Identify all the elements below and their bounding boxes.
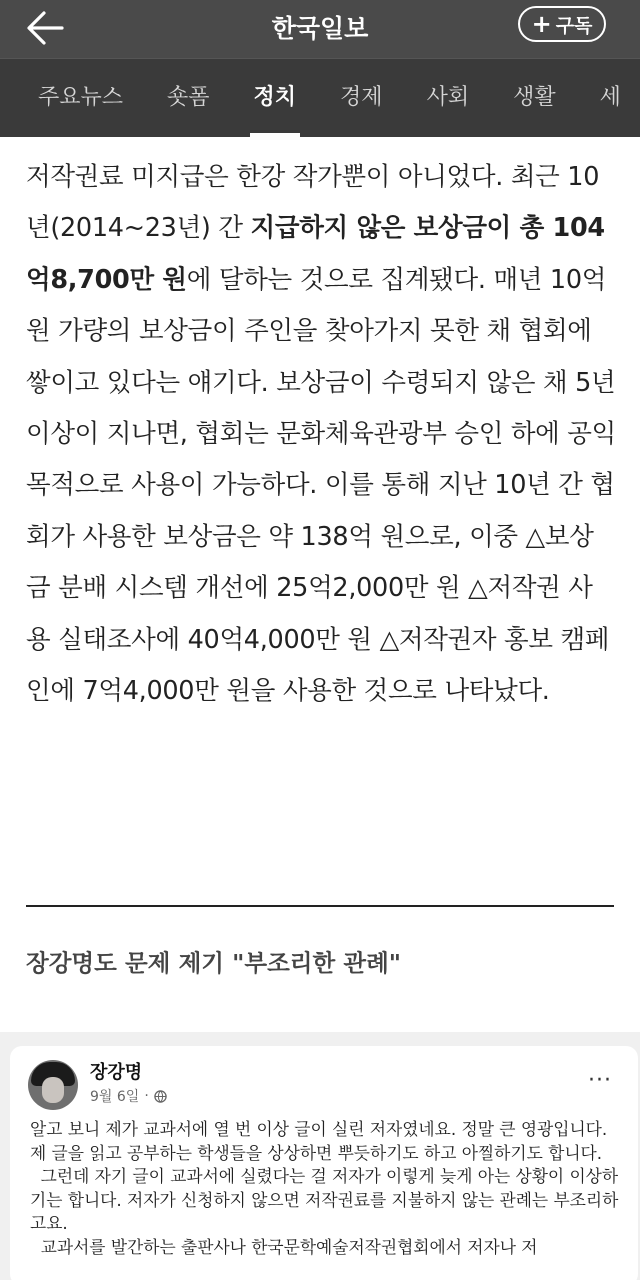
tab-society[interactable] [405, 59, 492, 137]
avatar[interactable] [28, 1060, 78, 1110]
arrow-left-icon [22, 6, 70, 50]
article-highlight: 지급하지 않은 보상금이 총 104억8,700만 원 [26, 213, 605, 295]
tab-label: 세 [599, 85, 621, 110]
tab-label: 주요뉴스 [38, 85, 124, 110]
tab-label: 정치 [253, 85, 297, 110]
section-heading: 장강명도 문제 제기 "부조리한 관례" [26, 949, 402, 977]
article-text: 에 달하는 것으로 집계됐다. 매년 10억 원 가량의 보상금이 주인을 찾아가지 못한 채 협회에 쌓이고 있다는 얘기다. 보상금이 수령되지 않은 채 5년 이상이 지나면, 협회는 문화체육관광부 승인 하에 공익 목적으로 사용이 가능하다. 이를 통해 지난 10년 간 협회가 사용한 보상금은 약 138억 원으로, 이중 △보상금 분배 시스템 개선에 25억2,000만 원 △저작권 사용 실태조사에 40억4,000만 원 △저작권자 홍보 캠페인에 7억4,000만 원을 사용한 것으로 나타났다. [26, 264, 616, 707]
app-title: 한국일보 [271, 14, 369, 43]
post-author[interactable]: 장강명 [90, 1062, 143, 1083]
tab-main-news[interactable] [0, 59, 145, 137]
back-button[interactable] [22, 6, 70, 50]
subscribe-label: 구독 [555, 14, 593, 37]
category-tabs [0, 58, 640, 137]
article-paragraph [26, 152, 616, 717]
tab-life[interactable] [491, 59, 578, 137]
tab-label: 사회 [426, 85, 470, 110]
tab-politics[interactable] [232, 59, 319, 137]
tab-world[interactable] [578, 59, 640, 137]
facebook-post-card [10, 1046, 638, 1286]
subscribe-button[interactable] [518, 6, 606, 42]
section-divider [26, 905, 614, 907]
tab-label: 생활 [513, 85, 556, 110]
tab-label: 숏폼 [167, 85, 210, 110]
tab-label: 경제 [340, 85, 383, 110]
post-paragraph: 교과서를 발간하는 출판사나 한국문학예술저작권협회에서 저자나 저 [30, 1236, 538, 1257]
post-date[interactable]: 9월 6일 [90, 1089, 140, 1105]
post-paragraph: 알고 보니 제가 교과서에 열 번 이상 글이 실린 저자였네요. 정말 큰 영광입니다. 제 글을 읽고 공부하는 학생들을 상상하면 뿌듯하기도 하고 아찔하기도 합니다. [30, 1119, 608, 1163]
globe-icon [154, 1090, 167, 1103]
more-options-icon[interactable]: ··· [588, 1068, 612, 1093]
plus-icon: + [531, 10, 552, 38]
post-meta [90, 1086, 167, 1106]
app-header [0, 0, 640, 58]
post-body [30, 1118, 622, 1260]
tab-shortform[interactable] [145, 59, 232, 137]
article-body [26, 152, 616, 717]
article-text: 저작권료 미지급은 한강 작가뿐이 아니었다. 최근 10년(2014~23년) 간 [26, 162, 600, 244]
tab-economy[interactable] [318, 59, 405, 137]
post-paragraph: 그런데 자기 글이 교과서에 실렸다는 걸 저자가 이렇게 늦게 아는 상황이 이상하기는 합니다. 저자가 신청하지 않으면 저작권료를 지불하지 않는 관례는 부조리하고요. [30, 1166, 619, 1234]
meta-separator: · [144, 1088, 149, 1104]
